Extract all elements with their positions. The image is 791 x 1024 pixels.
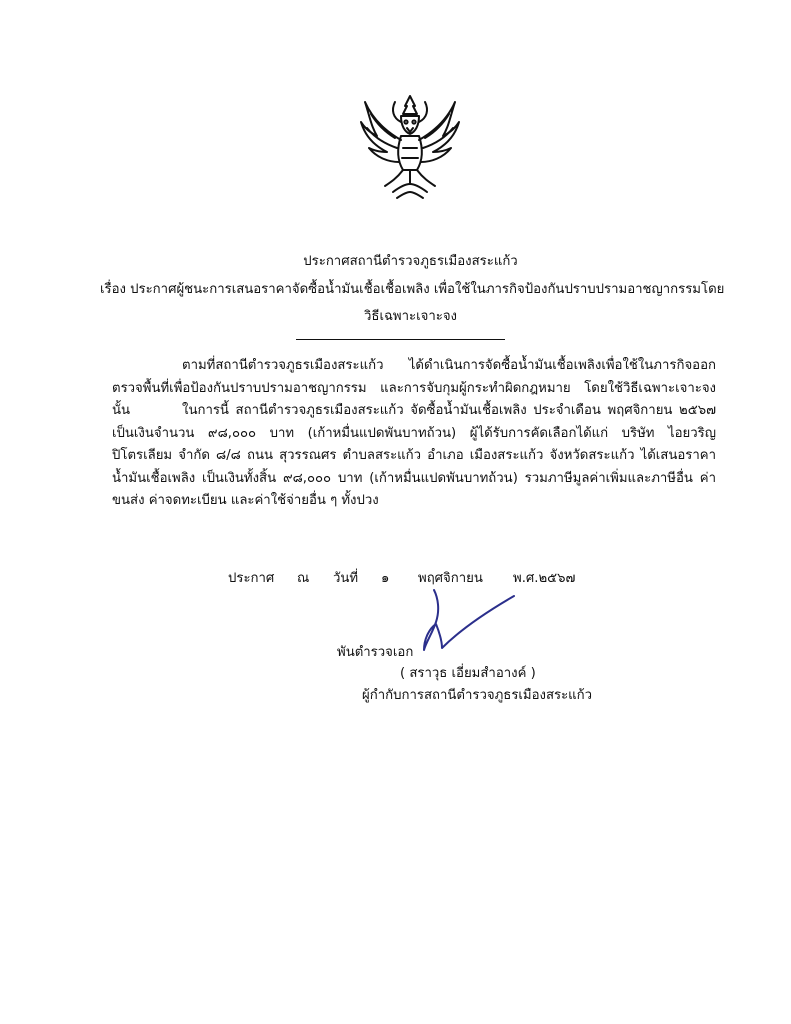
body-paragraph-2: [112, 400, 716, 513]
signatory-position: ผู้กำกับการสถานีตำรวจภูธรเมืองสระแก้ว: [362, 688, 593, 703]
garuda-emblem-icon: [357, 92, 463, 204]
announce-month: พฤศจิกายน: [418, 571, 483, 586]
announcement-agency-title: ประกาศสถานีตำรวจภูธรเมืองสระแก้ว: [303, 254, 518, 269]
body-paragraph-2-text: ในการนี้ สถานีตำรวจภูธรเมืองสระแก้ว จัดซื้อน้ำมันเชื้อเพลิง ประจำเดือน พฤศจิกายน ๒๕๖๗ เป็นเงินจำนวน ๙๘,๐๐๐ บาท (เก้าหมื่นแปดพันบาทถ้วน) ผู้ได้รับการคัดเลือกได้แก่ บริษัท ไอยวริญปิโตรเลียม จำกัด ๘/๘ ถนน สุวรรณศร ตำบลสระแก้ว อำเภอ เมืองสระแก้ว จังหวัดสระแก้ว ได้เสนอราคาน้ำมันเชื้อเพลิง เป็นเงินทั้งสิ้น ๙๘,๐๐๐ บาท (เก้าหมื่นแปดพันบาทถ้วน) รวมภาษีมูลค่าเพิ่มและภาษีอื่น ค่าขนส่ง ค่าจดทะเบียน และค่าใช้จ่ายอื่น ๆ ทั้งปวง: [112, 403, 716, 508]
announce-year: พ.ศ.๒๕๖๗: [513, 571, 576, 586]
handwritten-signature: [420, 588, 520, 658]
announce-day: ๑: [381, 571, 390, 586]
signatory-rank: พันตำรวจเอก: [337, 645, 414, 660]
title-divider: [296, 339, 505, 340]
announce-at: ณ: [297, 571, 310, 586]
announce-label: ประกาศ: [228, 571, 275, 586]
announcement-subject-line2: วิธีเฉพาะเจาะจง: [363, 309, 457, 324]
announcement-subject-line1: เรื่อง ประกาศผู้ชนะการเสนอราคาจัดซื้อน้ำมันเชื้อเชื้อเพลิง เพื่อใช้ในภารกิจป้องกันปราบปรามอาชญากรรมโดย: [100, 282, 725, 297]
signatory-name: ( สราวุธ เอี่ยมสำอางค์ ): [400, 666, 536, 681]
body-paragraph-1-text: ตามที่สถานีตำรวจภูธรเมืองสระแก้ว ได้ดำเนินการจัดซื้อน้ำมันเชื้อเพลิงเพื่อใช้ในภารกิจออกตรวจพื้นที่เพื่อป้องกันปราบปรามอาชญากรรม และการจับกุมผู้กระทำผิดกฎหมาย โดยใช้วิธีเฉพาะเจาะจง นั้น: [112, 358, 716, 418]
announce-day-label: วันที่: [333, 571, 359, 586]
